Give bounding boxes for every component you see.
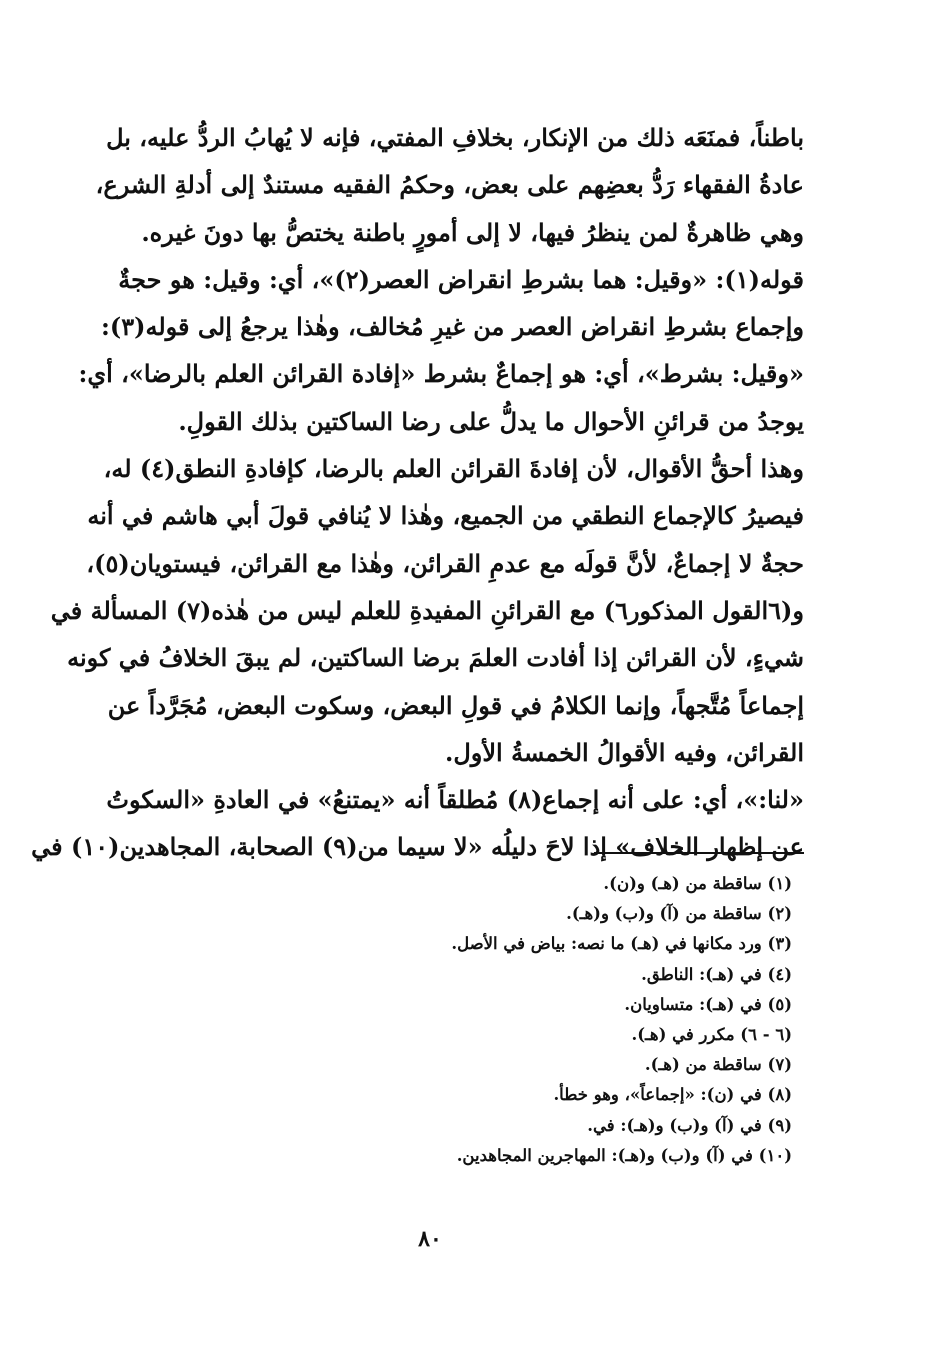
- main-text: [31, 114, 804, 871]
- text-line: يوجدُ من قرائنِ الأحوال ما يدلُّ على رضا الساكتين بذلك القولِ.: [178, 406, 804, 436]
- text-line: وهذا أحقُّ الأقوال، لأن إفادةَ القرائن العلم بالرضا، كإفادةِ النطق(٤) له،: [103, 454, 804, 484]
- text-line: و(٦القول المذكور٦) مع القرائنِ المفيدةِ للعلم ليس من هٰذه(٧) المسألة في: [50, 595, 804, 625]
- text-line: حجةٌ لا إجماعٌ، لأنَّ قولَه مع عدمِ القرائن، وهٰذا مع القرائن، فيستويان(٥)،: [86, 548, 804, 578]
- text-line: «لنا:»، أي: على أنه إجماع(٨) مُطلقاً أنه «يمتنعُ» في العادةِ «السكوتُ: [106, 785, 804, 815]
- text-line: باطناً، فمنَعَه ذلك من الإنكار، بخلافِ المفتي، فإنه لا يُهابُ الردُّ عليه، بل: [106, 123, 804, 152]
- footnote-item: (٣) ورد مكانها في (هـ) ما نصه: بياض في الأصل.: [451, 934, 792, 954]
- text-line: «وقيل: بشرط»، أي: هو إجماعٌ بشرط «إفادة القرائن العلم بالرضا»، أي:: [78, 359, 804, 389]
- text-line: فيصيرُ كالإجماع النطقي من الجميع، وهٰذا لا يُنافي قولَ أبي هاشم في أنه: [87, 501, 804, 531]
- page-number: ٨٠: [418, 1226, 442, 1252]
- text-line: شيءٍ، لأن القرائن إذا أفادت العلمَ برضا الساكتين، لم يبقَ الخلافُ في كونه: [67, 643, 804, 673]
- footnote-item: (٤) في (هـ): الناطق.: [641, 964, 792, 984]
- text-line: عن إظهار الخلاف» إذا لاحَ دليلُه «لا سيما من(٩) الصحابة، المجاهدين(١٠) في: [31, 832, 804, 862]
- footnote-item: (٨) في (ن): «إجماعاً»، وهو خطأ.: [553, 1085, 792, 1105]
- text-line: القرائن، وفيه الأقوالُ الخمسةُ الأول.: [444, 737, 804, 767]
- footnotes: [300, 869, 792, 1171]
- footnote-item: (١٠) في (آ) و(ب) و(هـ): المهاجرين المجاهدين.: [456, 1145, 792, 1165]
- text-line: قوله(١): «وقيل: هما بشرطِ انقراض العصر(٢)»، أي: وقيل: هو حجةٌ: [118, 264, 804, 294]
- footnote-item: (٩) في (آ) و(ب) و(هـ): في.: [587, 1115, 792, 1135]
- footnote-item: (٦ - ٦) مكرر في (هـ).: [631, 1024, 792, 1044]
- footnote-item: (٧) ساقطة من (هـ).: [644, 1055, 792, 1075]
- footnote-item: (٢) ساقطة من (آ) و(ب) و(هـ).: [566, 904, 792, 924]
- footnote-separator: [594, 852, 804, 854]
- text-line: وهي ظاهرةٌ لمن ينظرُ فيها، لا إلى أمورٍ باطنة يختصُّ بها دونَ غيره.: [141, 217, 804, 247]
- footnote-item: (٥) في (هـ): متساويان.: [624, 994, 792, 1014]
- text-line: وإجماع بشرطِ انقراض العصر من غيرِ مُخالف، وهٰذا يرجعُ إلى قوله(٣):: [101, 312, 804, 342]
- text-line: إجماعاً مُتَّجهاً، وإنما الكلامُ في قولِ البعض، وسكوت البعض، مُجَرَّداً عن: [107, 690, 804, 720]
- text-line: عادةُ الفقهاء رَدُّ بعضِهم على بعض، وحكمُ الفقيه مستندٌ إلى أدلةِ الشرع،: [95, 170, 804, 200]
- footnote-item: (١) ساقطة من (هـ) و(ن).: [603, 874, 792, 893]
